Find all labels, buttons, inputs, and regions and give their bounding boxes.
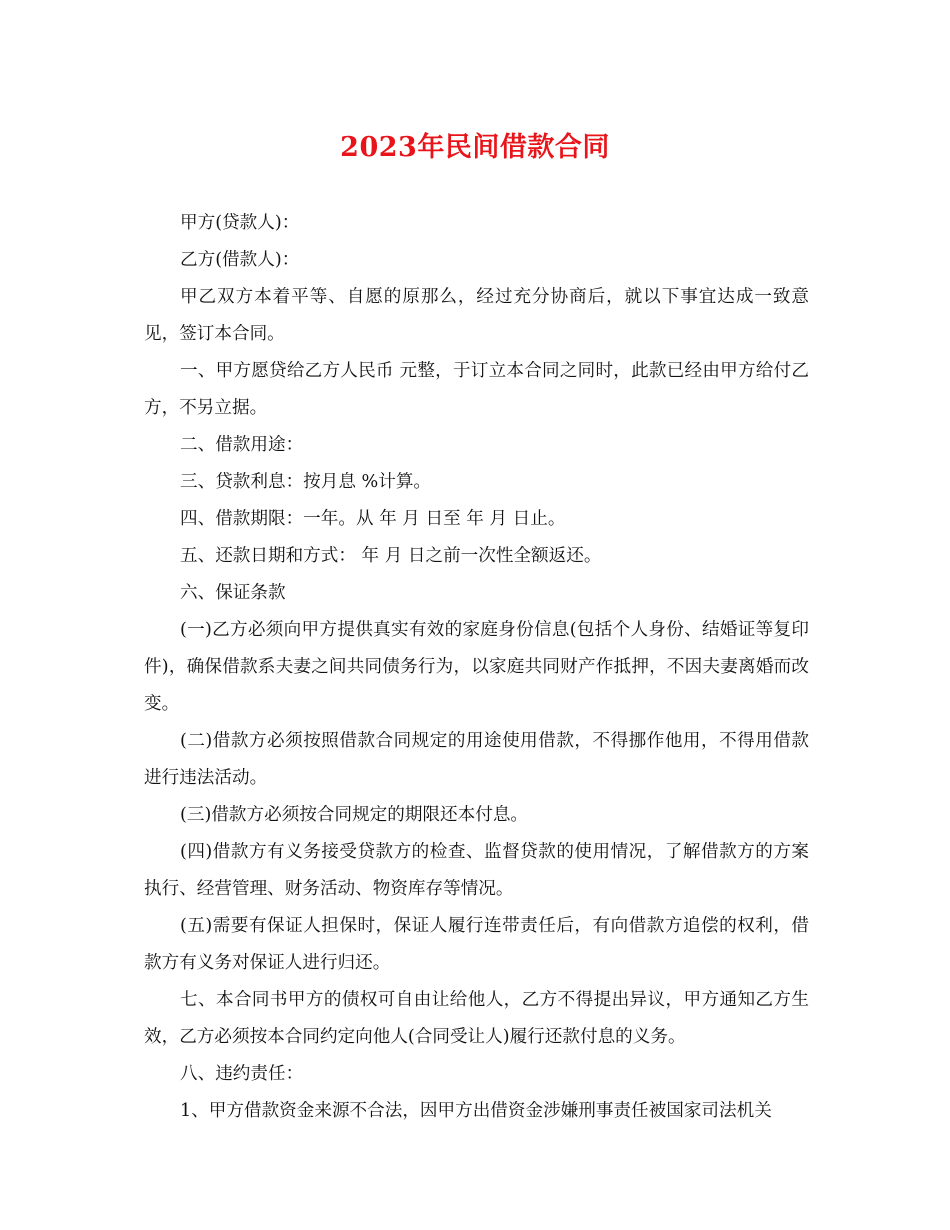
guarantee-item-4: (四)借款方有义务接受贷款方的检查、监督贷款的使用情况，了解借款方的方案执行、经营管理、财务活动、物资库存等情况。: [144, 842, 809, 899]
clause-4-term: 四、借款期限：一年。从 年 月 日至 年 月 日止。: [180, 509, 566, 529]
guarantee-item-1: (一)乙方必须向甲方提供真实有效的家庭身份信息(包括个人身份、结婚证等复印件)，确保借款系夫妻之间共同债务行为，以家庭共同财产作抵押，不因夫妻离婚而改变。: [144, 620, 809, 714]
guarantee-item-3: (三)借款方必须按合同规定的期限还本付息。: [180, 805, 529, 825]
party-a-line: 甲方(贷款人)：: [180, 213, 300, 233]
guarantee-item-5: (五)需要有保证人担保时，保证人履行连带责任后，有向借款方追偿的权利，借款方有义务对保证人进行归还。: [144, 916, 809, 973]
clause-5-repayment: 五、还款日期和方式： 年 月 日之前一次性全额返还。: [180, 546, 602, 566]
preamble-paragraph: 甲乙双方本着平等、自愿的原那么，经过充分协商后，就以下事宜达成一致意见，签订本合同。: [144, 287, 809, 344]
party-b-line: 乙方(借款人)：: [180, 250, 300, 270]
document-title: 2023年民间借款合同: [340, 132, 610, 163]
guarantee-item-2: (二)借款方必须按照借款合同规定的用途使用借款，不得挪作他用，不得用借款进行违法活动。: [144, 731, 809, 788]
clause-1-loan-amount: 一、甲方愿贷给乙方人民币 元整，于订立本合同之同时，此款已经由甲方给付乙方，不另立据。: [144, 361, 809, 418]
clause-8-liability-heading: 八、违约责任：: [180, 1064, 304, 1084]
liability-item-1: 1、甲方借款资金来源不合法，因甲方出借资金涉嫌刑事责任被国家司法机关: [180, 1101, 772, 1121]
clause-3-interest: 三、贷款利息：按月息 %计算。: [180, 472, 432, 492]
clause-2-loan-purpose: 二、借款用途：: [180, 435, 304, 455]
clause-6-guarantee-heading: 六、保证条款: [180, 583, 286, 603]
document-body: [144, 205, 809, 1130]
clause-7-assignment: 七、本合同书甲方的债权可自由让给他人，乙方不得提出异议，甲方通知乙方生效，乙方必须按本合同约定向他人(合同受让人)履行还款付息的义务。: [144, 990, 809, 1047]
